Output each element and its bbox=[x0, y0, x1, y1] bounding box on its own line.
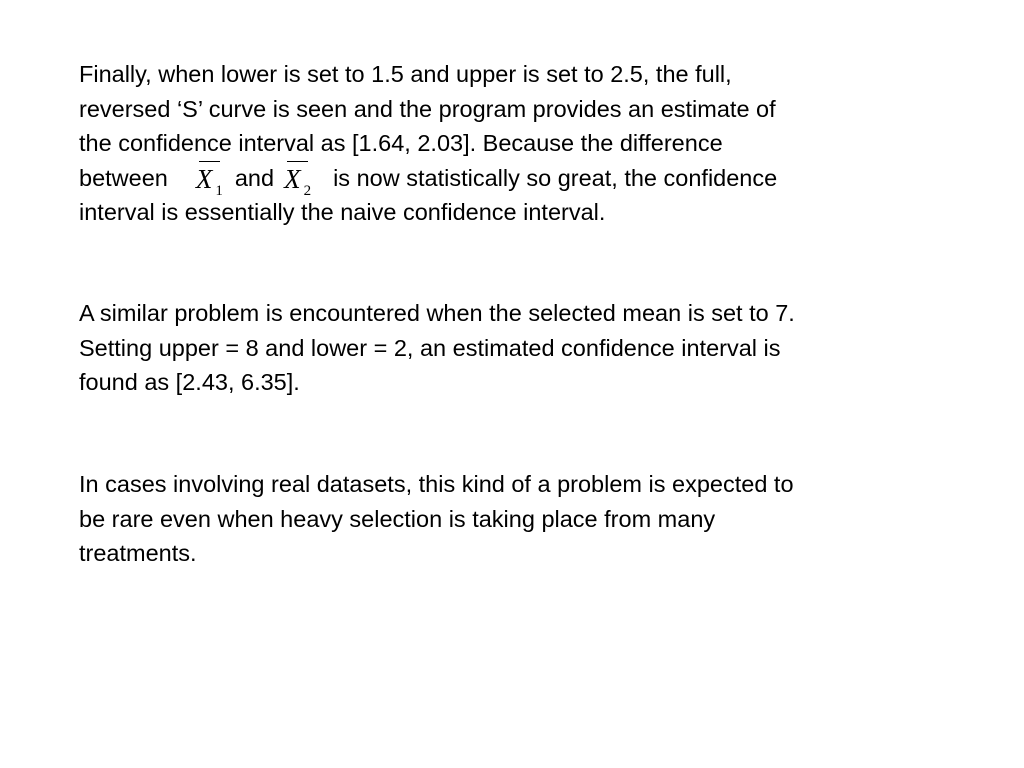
text-line: interval is essentially the naive confidence interval. bbox=[79, 199, 606, 225]
text-line: the confidence interval as [1.64, 2.03]. Because the difference bbox=[79, 130, 723, 156]
text-between: between bbox=[79, 164, 168, 191]
math-text-line bbox=[79, 161, 959, 199]
subscript: 2 bbox=[303, 182, 312, 199]
text-line: Setting upper = 8 and lower = 2, an estimated confidence interval is bbox=[79, 334, 781, 361]
x2-bar-symbol bbox=[284, 163, 312, 199]
text-line: Finally, when lower is set to 1.5 and upper is set to 2.5, the full, bbox=[79, 61, 732, 87]
text-and: and bbox=[234, 164, 275, 191]
text-line: In cases involving real datasets, this kind of a problem is expected to bbox=[79, 471, 794, 497]
variable-x: X bbox=[195, 163, 213, 194]
overbar bbox=[199, 161, 220, 162]
text-line: treatments. bbox=[79, 540, 197, 566]
text-line: A similar problem is encountered when the selected mean is set to 7. bbox=[79, 300, 795, 326]
text-line: be rare even when heavy selection is taking place from many bbox=[79, 505, 716, 532]
paragraph-similar-problem bbox=[79, 296, 959, 400]
text-line: reversed ‘S’ curve is seen and the program provides an estimate of bbox=[79, 95, 776, 122]
variable-x: X bbox=[284, 163, 301, 194]
text-after: is now statistically so great, the confidence bbox=[333, 164, 778, 191]
x1-bar-symbol bbox=[195, 163, 223, 199]
subscript: 1 bbox=[215, 182, 223, 199]
paragraph-final-estimate bbox=[79, 57, 959, 230]
overbar bbox=[287, 161, 308, 162]
text-line: found as [2.43, 6.35]. bbox=[79, 369, 300, 395]
paragraph-real-datasets bbox=[79, 467, 959, 571]
